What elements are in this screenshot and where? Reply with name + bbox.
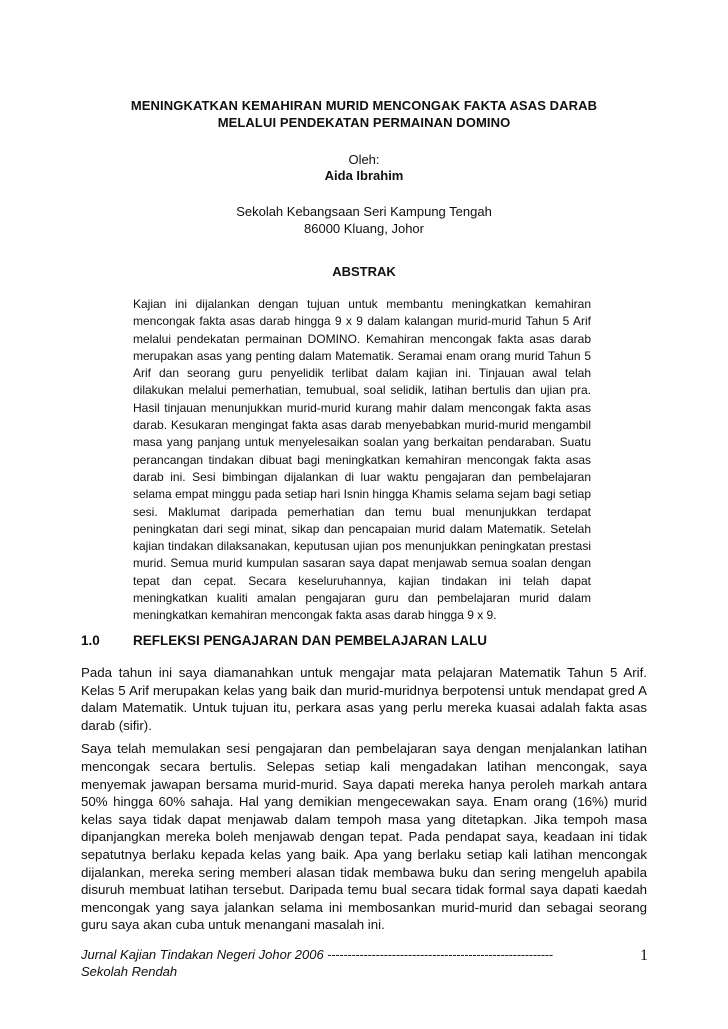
school-address: 86000 Kluang, Johor [304,221,424,236]
paper-title-line-2: MELALUI PENDEKATAN PERMAINAN DOMINO [217,115,511,130]
footer-subtitle: Sekolah Rendah [81,964,178,979]
footer-rule: -------------------------------------------------------- [327,947,553,962]
paper-title-line-1: MENINGKATKAN KEMAHIRAN MURID MENCONGAK FAKTA ASAS DARAB [130,98,598,113]
section-body [81,664,647,940]
page-number: 1 [640,947,648,964]
abstract-text: Kajian ini dijalankan dengan tujuan untuk membantu meningkatkan kemahiran mencongak fakta asas darab hingga 9 x 9 dalam kalangan murid-murid Tahun 5 Arif melalui pendekatan permainan DOMINO. Kemahiran mencongak fakta asas darab merupakan asas yang penting dalam Matematik. Seramai enam orang murid Tahun 5 Arif dan seorang guru penyelidik terlibat dalam kajian ini. Tinjauan awal telah dilakukan melalui pemerhatian, temubual, soal selidik, latihan bertulis dan ujian pra. Hasil tinjauan menunjukkan murid-murid kurang mahir dalam mencongak fakta asas darab. Kesukaran mengingat fakta asas darab menyebabkan murid-murid mengambil masa yang panjang untuk menyelesaikan soalan yang berkaitan pendaraban. Suatu perancangan tindakan dibuat bagi meningkatkan kemahiran mencongak fakta asas darab ini. Sesi bimbingan dijalankan di luar waktu pengajaran dan pembelajaran selama empat minggu pada setiap hari Isnin hingga Khamis selama sejam bagi setiap sesi. Maklumat daripada pemerhatian dan temu bual menunjukkan terdapat peningkatan dari segi minat, sikap dan pencapaian murid dalam Matematik. Setelah kajian tindakan dilaksanakan, keputusan ujian pos menunjukkan peningkatan prestasi murid. Semua murid kumpulan sasaran saya dapat menjawab semua soalan dengan tepat dan cepat. Secara keseluruhannya, kajian tindakan ini telah dapat meningkatkan kualiti amalan pengajaran guru dan pembelajaran murid dalam meningkatkan kemahiran mencongak fakta asas darab hingga 9 x 9. [133,297,591,623]
section-number: 1.0 [81,633,100,648]
byline-label: Oleh: [348,152,380,167]
page-footer [81,946,651,980]
footer-journal-line [81,946,651,963]
abstract-heading: ABSTRAK [332,264,396,279]
affiliation [0,203,728,237]
section-title: REFLEKSI PENGAJARAN DAN PEMBELAJARAN LALU [133,633,488,648]
paper-title [90,97,638,131]
footer-journal-title: Jurnal Kajian Tindakan Negeri Johor 2006 [81,947,324,962]
body-paragraph: Pada tahun ini saya diamanahkan untuk mengajar mata pelajaran Matematik Tahun 5 Arif. Kelas 5 Arif merupakan kelas yang baik dan murid-muridnya berpotensi untuk mendapat gred A dalam Matematik. Untuk tujuan itu, perkara asas yang perlu mereka kuasai adalah fakta asas darab (sifir). [81,665,647,733]
body-paragraph: Saya telah memulakan sesi pengajaran dan pembelajaran saya dengan menjalankan latihan mencongak secara bertulis. Selepas setiap kali mengadakan latihan mencongak, saya menyemak jawapan bersama murid-murid. Saya dapati mereka hanya peroleh markah antara 50% hingga 60% sahaja. Hal yang demikian mengecewakan saya. Enam orang (16%) murid kelas saya tidak dapat menjawab dalam tempoh masa yang ditetapkan. Jika tempoh masa dipanjangkan mereka boleh menjawab dengan tepat. Pada pendapat saya, keadaan ini tidak sepatutnya berlaku kepada kelas yang baik. Apa yang berlaku setiap kali latihan mencongak dijalankan, mereka sering memberi alasan tidak membawa buku dan sering mengeluh apabila disuruh membuat latihan tersebut. Daripada temu bual secara tidak formal saya dapati kaedah mencongak yang saya jalankan selama ini membosankan murid-murid dan sebagai seorang guru saya akan cuba untuk menangani masalah ini. [81,741,647,933]
school-name: Sekolah Kebangsaan Seri Kampung Tengah [236,204,492,219]
section-heading [81,632,651,650]
author-name: Aida Ibrahim [324,168,404,183]
